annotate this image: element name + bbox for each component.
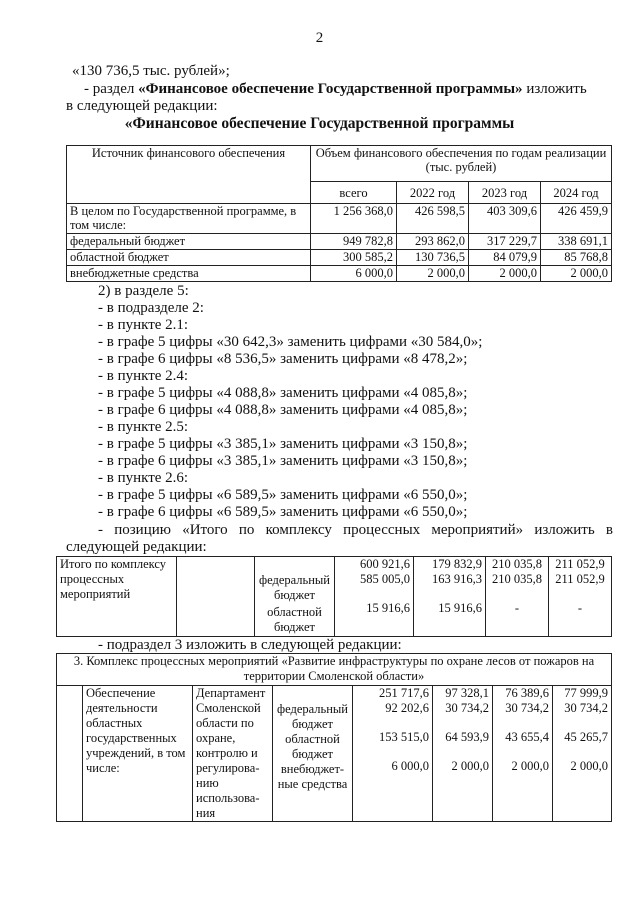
cell-value: 153 515,0 [379,730,429,744]
subheader-total: всего [311,182,397,204]
cell-value: 163 916,3 [432,572,482,586]
table-row [67,266,612,282]
section5-line: - в графе 6 цифры «8 536,5» заменить цифрами «8 478,2»; [98,351,468,367]
year-2022-cell [433,686,493,822]
section5-line: - в пункте 2.5: [98,419,189,435]
cell-value: 30 734,2 [445,701,489,715]
cell-value: 210 035,8 [492,572,542,586]
intro-line-1: «130 736,5 тыс. рублей»; [72,63,230,79]
section5-line: - в пункте 2.4: [98,368,189,384]
subheader-2022: 2022 год [397,182,469,204]
cell-value: 85 768,8 [541,250,612,266]
sources-cell [273,686,353,822]
cell-value: 84 079,9 [469,250,541,266]
empty-cell [57,686,83,822]
cell-value: 6 000,0 [311,266,397,282]
source-federal: федеральный бюджет [258,573,330,602]
intro-line-2-bold: «Финансовое обеспечение Государственной программы» [138,81,523,97]
cell-value: 210 035,8 [492,557,542,571]
position-line-2: следующей редакции: [66,539,207,555]
cell-value: 1 256 368,0 [311,204,397,234]
section5-line: - в графе 6 цифры «6 589,5» заменить цифрами «6 550,0»; [98,504,468,520]
cell-value: 15 916,6 [438,601,482,615]
financing-table [66,145,612,282]
cell-value: 43 655,4 [505,730,549,744]
position-line: - позицию «Итого по комплексу процессных мероприятий» изложить в [98,522,613,538]
cell-value: 30 734,2 [505,701,549,715]
section5-line: - в пункте 2.1: [98,317,189,333]
cell-value: 130 736,5 [397,250,469,266]
intro-line-3: в следующей редакции: [66,98,218,114]
intro-line-2-prefix: - раздел [84,81,139,97]
cell-value: 403 309,6 [469,204,541,234]
source-regional: областной бюджет [267,605,322,634]
cell-value: 2 000,0 [570,759,608,773]
header-volume: Объем финансового обеспечения по годам реализации (тыс. рублей) [311,146,612,182]
cell-value: - [577,601,583,615]
section5-line: - в графе 6 цифры «4 088,8» заменить цифрами «4 085,8»; [98,402,468,418]
source-federal: федеральный бюджет [276,702,348,731]
cell-value: 251 717,6 [379,686,429,700]
header-source: Источник финансового обеспечения [67,146,311,204]
cell-value: 2 000,0 [541,266,612,282]
activity-cell: Обеспечение деятельности областных государственных учреждений, в том числе: [83,686,193,822]
section5-line: - в графе 6 цифры «3 385,1» заменить цифрами «3 150,8»; [98,453,468,469]
intro-line-2-suffix: изложить [522,81,587,97]
cell-value: 338 691,1 [541,234,612,250]
complex-3-table [56,653,612,822]
section5-line: - в пункте 2.6: [98,470,189,486]
total-complex-label: Итого по комплексу процессных мероприятий [57,557,177,637]
table-row [67,204,612,234]
source-extra: внебюджет-ные средства [277,762,348,791]
cell-value: 179 832,9 [432,557,482,571]
year-2024-cell [549,557,612,637]
section5-line: 2) в разделе 5: [98,283,189,299]
cell-value: 2 000,0 [469,266,541,282]
cell-value: 300 585,2 [311,250,397,266]
cell-value: - [514,601,520,615]
year-2024-cell [553,686,612,822]
total-complex-table [56,556,612,637]
cell-value: 426 459,9 [541,204,612,234]
empty-cell [177,557,255,637]
row-label: федеральный бюджет [67,234,311,250]
cell-value: 97 328,1 [445,686,489,700]
section5-line: - в графе 5 цифры «6 589,5» заменить цифрами «6 550,0»; [98,487,468,503]
cell-value: 426 598,5 [397,204,469,234]
section5-line: - в графе 5 цифры «30 642,3» заменить цифрами «30 584,0»; [98,334,483,350]
sources-cell [255,557,335,637]
cell-value: 6 000,0 [391,759,429,773]
cell-value: 211 052,9 [555,557,605,571]
cell-value: 600 921,6 [360,557,410,571]
section5-line: - в графе 5 цифры «4 088,8» заменить цифрами «4 085,8»; [98,385,468,401]
cell-value: 64 593,9 [445,730,489,744]
total-cell [335,557,414,637]
section-title: «Финансовое обеспечение Государственной программы [124,115,515,132]
year-2022-cell [414,557,486,637]
section5-line: - в подразделе 2: [98,300,204,316]
source-regional: областной бюджет [285,732,340,761]
total-cell [353,686,433,822]
page-number: 2 [315,30,324,46]
year-2023-cell [486,557,549,637]
cell-value: 45 265,7 [564,730,608,744]
subsection3-line: - подраздел 3 изложить в следующей редакции: [98,637,402,653]
section5-line: - в графе 5 цифры «3 385,1» заменить цифрами «3 150,8»; [98,436,468,452]
row-label: В целом по Государственной программе, в том числе: [67,204,311,234]
cell-value: 2 000,0 [511,759,549,773]
cell-value: 15 916,6 [366,601,410,615]
complex-3-title: 3. Комплекс процессных мероприятий «Развитие инфраструктуры по охране лесов от пожаров на территории Смоленской области» [57,654,612,686]
cell-value: 293 862,0 [397,234,469,250]
intro-line-2 [84,80,587,98]
year-2023-cell [493,686,553,822]
row-label: внебюджетные средства [67,266,311,282]
cell-value: 92 202,6 [385,701,429,715]
cell-value: 585 005,0 [360,572,410,586]
table-row [67,234,612,250]
executor-cell: Департамент Смоленской области по охране, контролю и регулирова-нию использова-ния [193,686,273,822]
row-label: областной бюджет [67,250,311,266]
cell-value: 2 000,0 [397,266,469,282]
cell-value: 2 000,0 [451,759,489,773]
cell-value: 949 782,8 [311,234,397,250]
subheader-2024: 2024 год [541,182,612,204]
cell-value: 211 052,9 [555,572,605,586]
cell-value: 317 229,7 [469,234,541,250]
subheader-2023: 2023 год [469,182,541,204]
cell-value: 77 999,9 [564,686,608,700]
cell-value: 30 734,2 [564,701,608,715]
cell-value: 76 389,6 [505,686,549,700]
table-row [67,250,612,266]
